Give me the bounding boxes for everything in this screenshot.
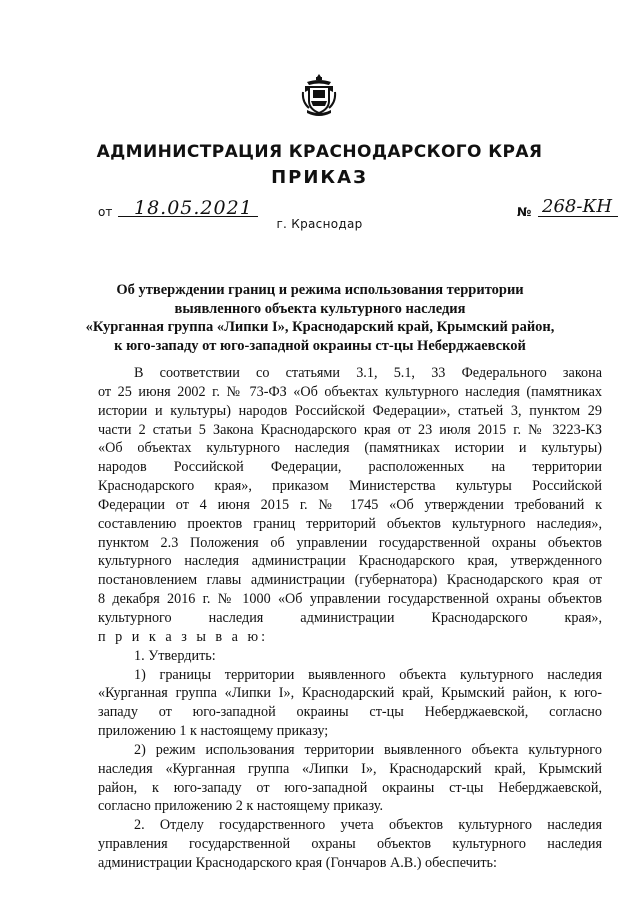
body-line: постановлением главы администрации (губернатора) Краснодарского края от [98,572,602,589]
title-line: «Курганная группа «Липки I», Краснодарский край, Крымский район, [85,319,555,336]
body-line: «Курганная группа «Липки I», Краснодарский край, Крымский район, к юго- [98,685,602,702]
body-line: составлению проектов границ территорий объектов культурного наследия», [98,515,602,532]
body-line: администрации Краснодарского края (Гончаров А.В.) обеспечить: [98,854,497,871]
body-line: истории и культуры) народов Российской Федерации», статьей 3, пунктом 29 [98,402,602,419]
body-line: приложению 1 к настоящему приказу; [98,723,329,740]
body-line: 1) границы территории выявленного объекта культурного наследия [134,666,602,683]
number-prefix: № [517,205,532,219]
body-line: 8 декабря 2016 г. № 1000 «Об управлении государственной охраны объектов [98,591,602,608]
body-line: наследия «Курганная группа «Липки I», Краснодарский край, Крымский [98,760,602,777]
body-line: народов Российской Федерации, расположенных на территории [98,459,602,476]
date-handwritten: 18.05.2021 [134,197,253,219]
document-type: ПРИКАЗ [271,167,368,188]
number-handwritten: 268-КН [542,196,613,217]
order-word: п р и к а з ы в а ю: [98,628,269,645]
title-line: выявленного объекта культурного наследия [174,300,466,317]
title-line: к юго-западу от юго-западной окраины ст-цы Неберджаевской [114,338,526,355]
item-1: 1. Утвердить: [134,647,216,664]
body-line: пунктом 2.3 Положения об управлении государственной охраны объектов [98,534,602,551]
body-line: В соответствии со статьями 3.1, 5.1, 33 Федерального закона [134,365,602,381]
body-line: «Об объектах культурного наследия (памятниках истории и культуры) [98,440,602,457]
body-line: Краснодарского края», приказом Министерства культуры Российской [98,478,602,495]
body-line: культурного наследия администрации Краснодарского края, утвержденного [98,553,602,570]
body-line: западу от юго-западной окраины ст-цы Неберджаевской, согласно [98,704,602,721]
organization-name: АДМИНИСТРАЦИЯ КРАСНОДАРСКОГО КРАЯ [96,142,543,162]
body-line: части 2 статьи 5 Закона Краснодарского края от 23 июля 2015 г. № 3223-КЗ [98,421,602,438]
body-line: культурного наследия администрации Краснодарского края», [98,609,602,626]
body-line: 2. Отделу государственного учета объектов культурного наследия [134,817,602,834]
body-line: Федерации от 4 июня 2015 г. № 1745 «Об утверждении требований к [98,496,602,513]
body-line: согласно приложению 2 к настоящему приказу. [98,798,383,815]
body-line: район, к юго-западу от юго-западной окраины ст-цы Неберджаевской, [98,779,602,796]
body-line: от 25 июня 2002 г. № 73-ФЗ «Об объектах культурного наследия (памятниках [98,383,602,400]
body-line: 2) режим использования территории выявленного объекта культурного [134,741,602,758]
title-line: Об утверждении границ и режима использования территории [116,282,524,298]
document-title [80,281,560,356]
body-line: управления государственной охраны объектов культурного наследия [98,836,602,853]
date-prefix: от [98,205,113,219]
coat-of-arms-emblem-icon [301,72,337,118]
document-body [98,364,602,873]
city-name: г. Краснодар [276,217,363,231]
